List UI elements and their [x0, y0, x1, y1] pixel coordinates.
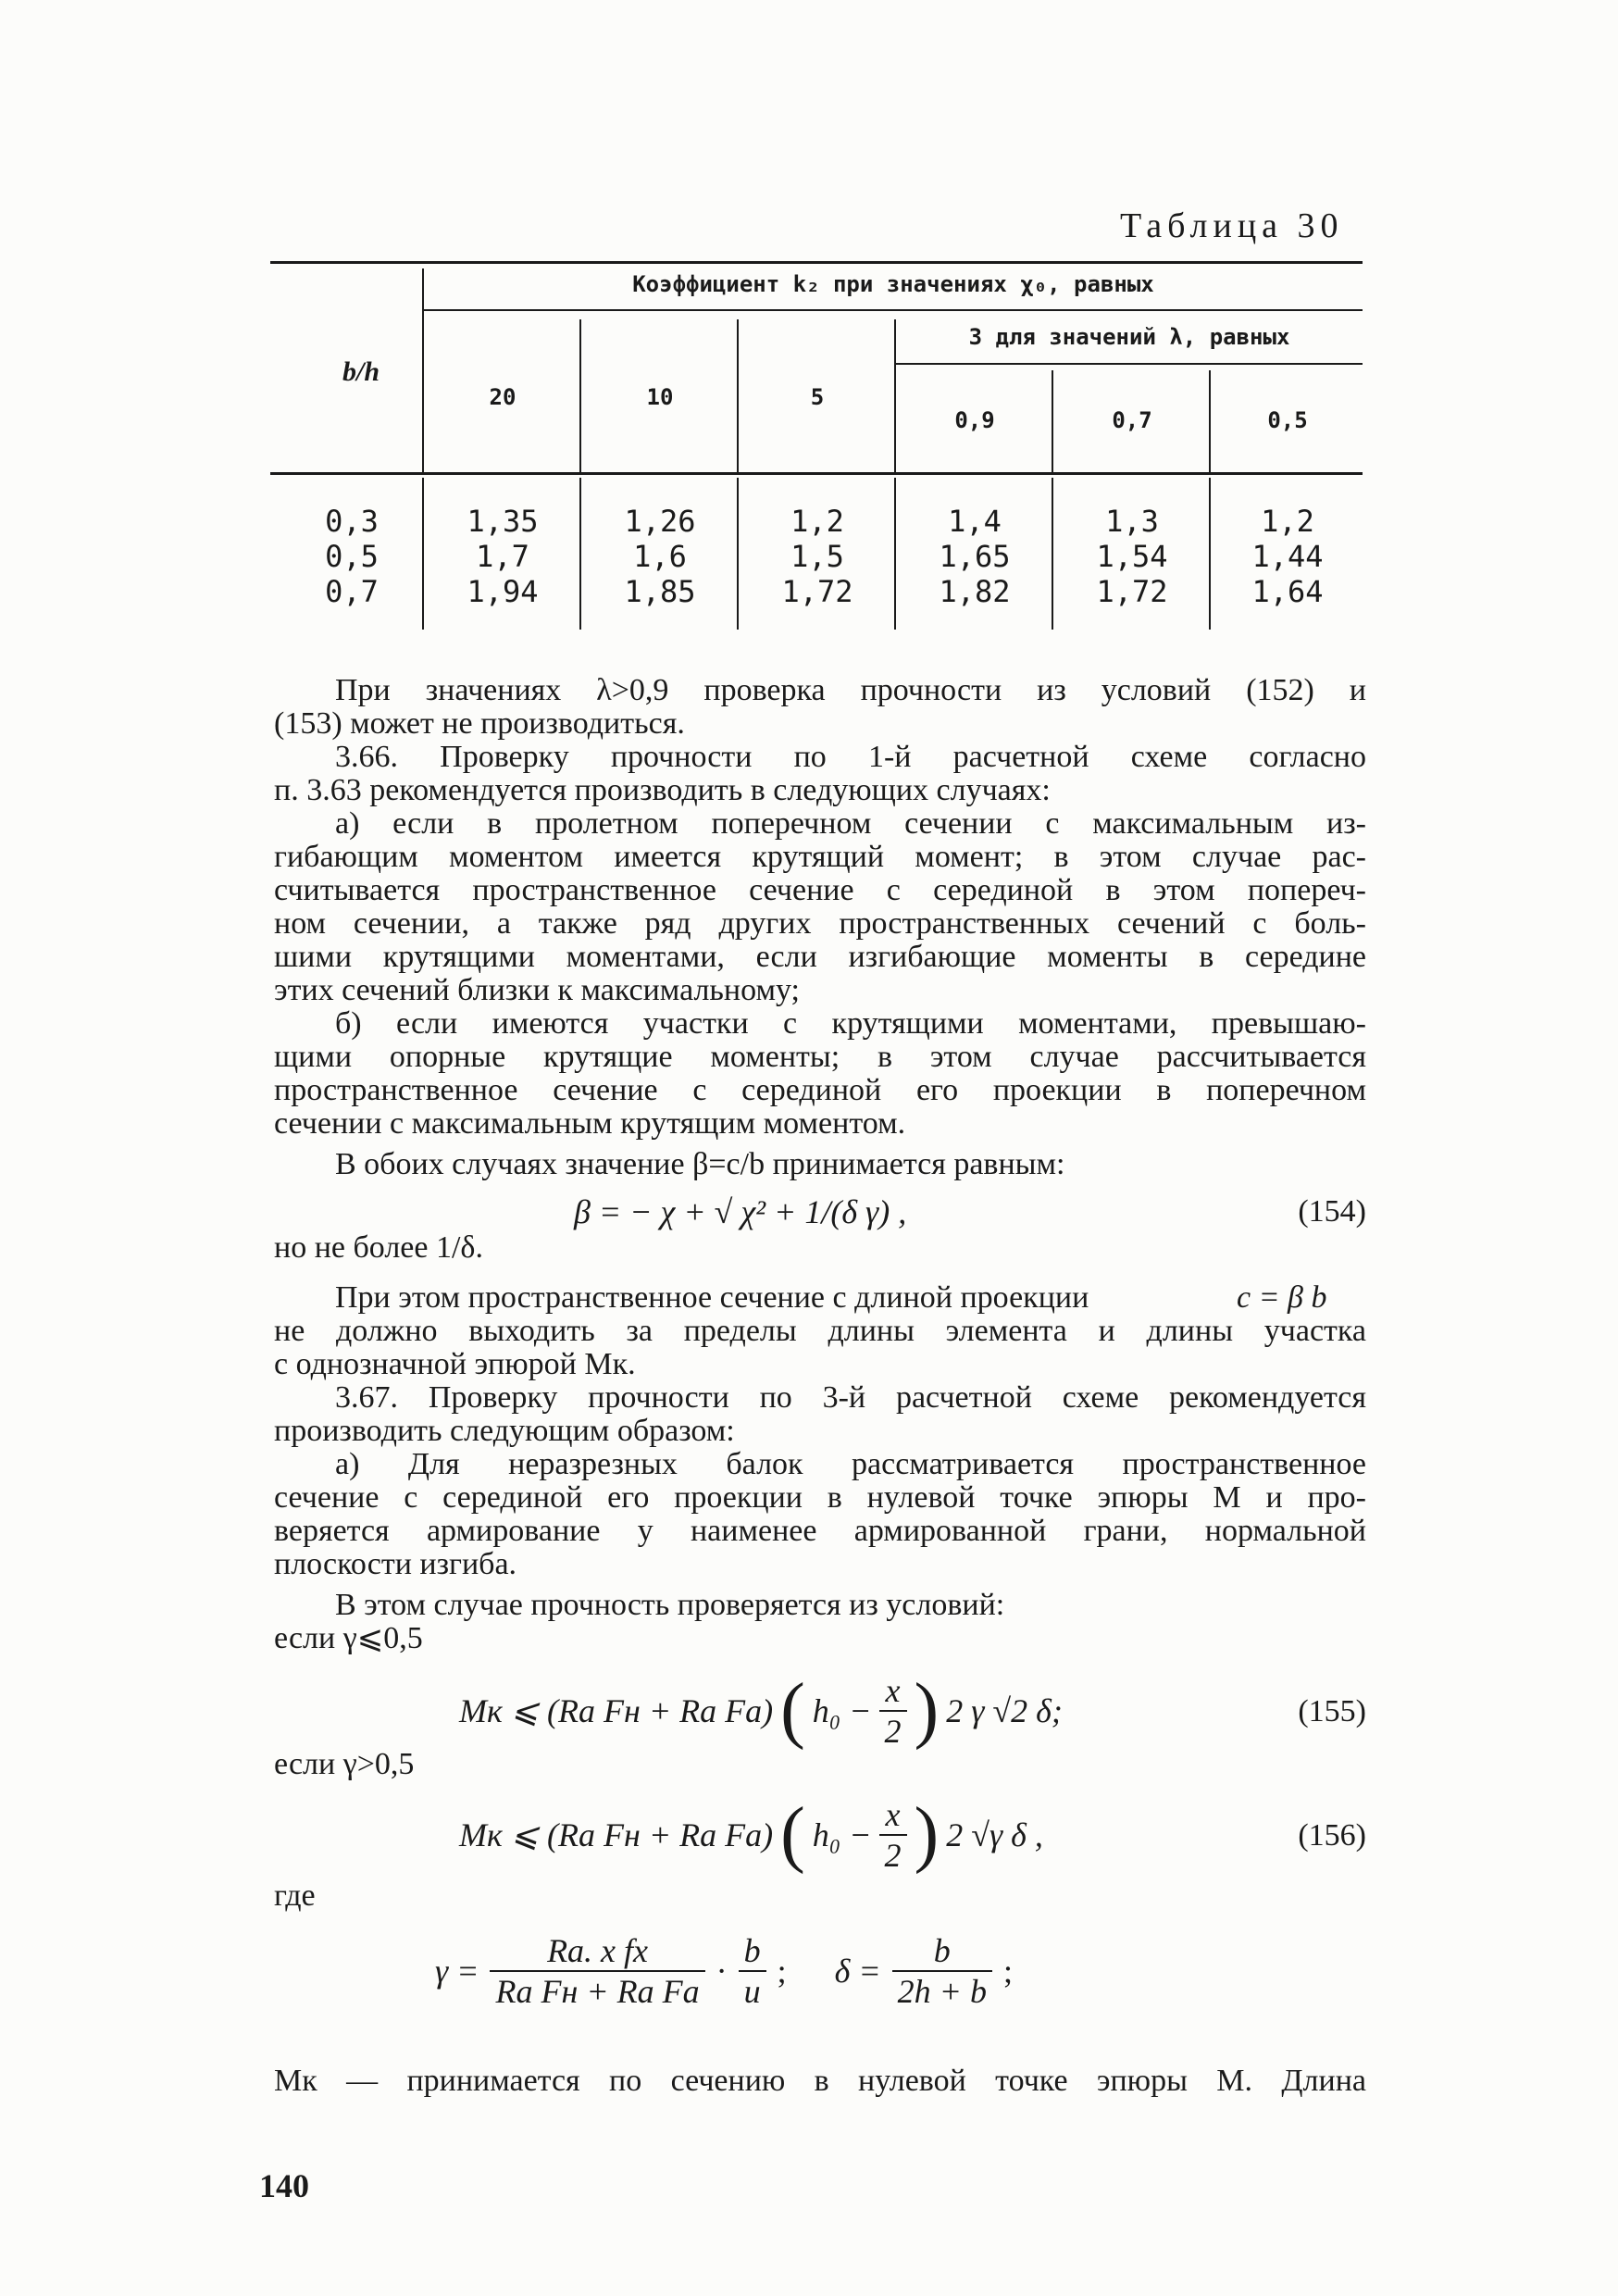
table-cell: 1,5 [790, 539, 844, 574]
table-group-header: Коэффициент k₂ при значениях χ₀, равных [632, 271, 1154, 297]
text-line: При этом пространственное сечение с длиной проекции [335, 1280, 1089, 1315]
table-column [1213, 504, 1363, 609]
text-line: пространственное сечение с серединой его проекции в поперечном [274, 1073, 1366, 1107]
fraction [879, 1795, 907, 1875]
text-line: с однозначной эпюрой Mк. [274, 1347, 636, 1381]
table-cell: 1,4 [948, 504, 1002, 539]
text-line: ном сечении, а также ряд других пространственных сечений с боль- [274, 906, 1366, 941]
eq-part: · [716, 1953, 728, 1990]
table-vrule [579, 319, 581, 472]
table-cell: 1,94 [467, 574, 539, 609]
table-cell: 1,3 [1105, 504, 1159, 539]
text-line: сечении с максимальным крутящим моментом. [274, 1106, 906, 1141]
table-cell: 1,26 [624, 504, 696, 539]
table-vrule [737, 478, 739, 630]
gamma-delta-definitions [435, 1931, 1013, 2011]
table-header-rule [270, 472, 1363, 475]
table-column [583, 504, 737, 609]
table-cell: 1,44 [1251, 539, 1324, 574]
table-cell: 1,7 [476, 539, 529, 574]
row-label: 0,3 [325, 504, 379, 539]
paren-open: ( [780, 1793, 805, 1875]
table-cell: 1,2 [790, 504, 844, 539]
equation-154: β = − χ + √ χ² + 1/(δ γ) , [574, 1193, 907, 1230]
frac-den: 2 [884, 1836, 902, 1874]
section-3-67: 3.67. Проверку прочности по 3-й расчетной схеме рекомендуется [335, 1380, 1366, 1415]
equation-155 [459, 1668, 1063, 1753]
table-title: Таблица 30 [1120, 206, 1344, 245]
col-header: 10 [646, 384, 674, 410]
table-cell: 1,6 [633, 539, 687, 574]
where-label: где [274, 1878, 316, 1913]
table-corner-header: b/h [342, 356, 380, 387]
table-cell: 1,35 [467, 504, 539, 539]
gamma-fraction [490, 1931, 704, 2011]
text-line: При значениях λ>0,9 проверка прочности из условий (152) и [335, 673, 1366, 707]
section-3-66: 3.66. Проверку прочности по 1-й расчетной схеме согласно [335, 740, 1366, 774]
text-line: сечение с серединой его проекции в нулевой точке эпюры M и про- [274, 1480, 1366, 1515]
frac-den: Rа Fн + Rа Fа [495, 1973, 700, 2010]
table-cell: 1,64 [1251, 574, 1324, 609]
table-top-rule [270, 261, 1363, 264]
text-line: а) Для неразрезных балок рассматривается пространственное [335, 1447, 1366, 1481]
eq-part: ; [777, 1953, 787, 1990]
inline-formula: c = β b [1237, 1280, 1327, 1315]
table-vrule [422, 268, 424, 472]
col-header: 5 [810, 384, 825, 410]
table-vrule [1052, 478, 1053, 630]
table-cell: 1,72 [1096, 574, 1168, 609]
text-line: гибающим моментом имеется крутящий момент; в этом случае рас- [274, 840, 1366, 874]
table-cell: 1,82 [939, 574, 1011, 609]
equation-156 [459, 1792, 1043, 1877]
text-line: но не более 1/δ. [274, 1230, 483, 1265]
condition: если γ>0,5 [274, 1747, 415, 1781]
table-cell: 1,54 [1096, 539, 1168, 574]
row-labels [296, 504, 407, 609]
frac-num: x [879, 1795, 907, 1836]
equation-number: (155) [1298, 1694, 1366, 1728]
eq-part: h₀ − [812, 1691, 872, 1729]
text-line: а) если в пролетном поперечном сечении с максимальным из- [335, 806, 1366, 841]
frac-den: 2 [884, 1712, 902, 1750]
table-vrule [579, 478, 581, 630]
row-label: 0,7 [325, 574, 379, 609]
delta-fraction [892, 1931, 992, 2011]
text-line: шими крутящими моментами, если изгибающие моменты в середине [274, 940, 1366, 974]
frac-num: x [879, 1671, 907, 1712]
frac-num: Rа. х fх [490, 1931, 704, 1972]
table-vrule [422, 478, 424, 630]
fraction [879, 1671, 907, 1751]
text-line: (153) может не производиться. [274, 706, 685, 741]
equation-number: (156) [1298, 1818, 1366, 1853]
eq-part: 2 γ √2 δ; [946, 1691, 1063, 1729]
text-line: этих сечений близки к максимальному; [274, 973, 800, 1007]
text-line: веряется армирование у наименее армированной грани, нормальной [274, 1514, 1366, 1548]
table-column [741, 504, 894, 609]
table-cell: 1,2 [1261, 504, 1314, 539]
paren-close: ) [914, 1669, 940, 1751]
condition: если γ⩽0,5 [274, 1621, 423, 1655]
frac-den: u [743, 1973, 761, 2010]
table-cell: 1,65 [939, 539, 1011, 574]
col-header: 20 [489, 384, 517, 410]
eq-part: Mк ⩽ (Rа Fн + Rа Fа) [459, 1816, 774, 1853]
text-line: п. 3.63 рекомендуется производить в следующих случаях: [274, 773, 1051, 807]
col-header: 0,7 [1112, 407, 1152, 433]
table-cell: 1,72 [781, 574, 853, 609]
table-group-rule [423, 309, 1363, 311]
b-u-fraction [739, 1931, 766, 2011]
eq-part: 2 √γ δ , [946, 1816, 1043, 1853]
table-cell: 1,85 [624, 574, 696, 609]
paren-close: ) [914, 1793, 940, 1875]
text-line: щими опорные крутящие моменты; в этом случае рассчитывается [274, 1040, 1366, 1074]
eq-part: γ = [435, 1953, 479, 1990]
text-line: В обоих случаях значение β=c/b принимается равным: [335, 1147, 1065, 1181]
text-line: производить следующим образом: [274, 1414, 735, 1448]
table-subgroup-rule [895, 363, 1363, 365]
table-vrule [737, 319, 739, 472]
eq-part: δ = [834, 1953, 881, 1990]
table-vrule [1209, 478, 1211, 630]
table-vrule [894, 478, 896, 630]
text-line: считывается пространственное сечение с серединой в этом попереч- [274, 873, 1366, 907]
table-column [898, 504, 1052, 609]
col-header: 0,5 [1267, 407, 1308, 433]
col-header: 0,9 [954, 407, 995, 433]
table-column [1055, 504, 1209, 609]
text-line: плоскости изгиба. [274, 1547, 517, 1581]
page-number: 140 [259, 2167, 309, 2204]
text-line: В этом случае прочность проверяется из условий: [335, 1588, 1005, 1622]
frac-num: b [739, 1931, 766, 1972]
table-vrule [1052, 370, 1053, 472]
table-vrule [1209, 370, 1211, 472]
equation-number: (154) [1298, 1194, 1366, 1229]
row-label: 0,5 [325, 539, 379, 574]
table-subgroup-header: 3 для значений λ, равных [968, 324, 1290, 350]
text-line: б) если имеются участки с крутящими моментами, превышаю- [335, 1006, 1366, 1041]
paren-open: ( [780, 1669, 805, 1751]
eq-part: Mк ⩽ (Rа Fн + Rа Fа) [459, 1691, 774, 1729]
frac-den: 2h + b [897, 1973, 987, 2010]
eq-part: ; [1002, 1953, 1013, 1990]
table-vrule [894, 319, 896, 472]
frac-num: b [892, 1931, 992, 1972]
table-column [426, 504, 579, 609]
text-line: Mк — принимается по сечению в нулевой точке эпюры M. Длина [274, 2064, 1366, 2098]
text-line: не должно выходить за пределы длины элемента и длины участка [274, 1314, 1366, 1348]
eq-part: h₀ − [812, 1816, 872, 1853]
